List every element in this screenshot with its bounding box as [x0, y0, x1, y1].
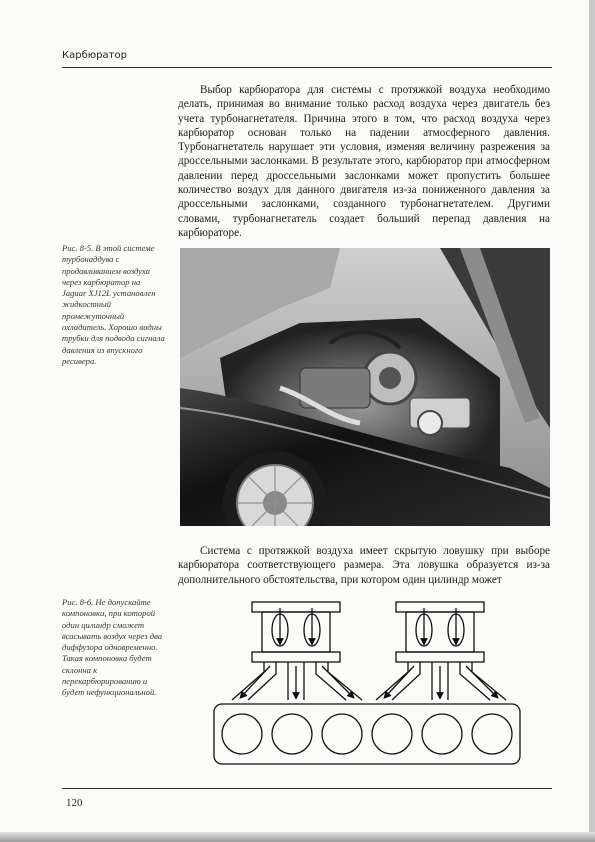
figure-8-6-caption: Рис. 8-6. Не допускайте компоновки, при которой один цилиндр сможет всасывать воздух через два диффузора одновременно. Такая компоновка будет склонна к перекарбюрированию и будет нефункциональной.	[62, 597, 163, 698]
footer-rule	[62, 788, 552, 789]
body-paragraph-2: Система с протяжкой воздуха имеет скрытую ловушку при выборе карбюратора соответствующего размера. Эта ловушка образуется из-за дополнительного обстоятельства, при котором один цилиндр может	[178, 545, 550, 586]
figure-8-5-caption: Рис. 8-5. В этой системе турбонаддува с продавливанием воздуха через карбюратор на Jaguar XJ12L установлен жидкостный промежуточный охладитель. Хорошо видны трубки для подвода сигнала давления из впускного ресивера.	[62, 243, 165, 366]
scan-shadow-bottom	[0, 832, 595, 842]
cylinder-block	[214, 704, 520, 764]
header-rule	[62, 67, 552, 68]
figure-8-6-manifold-diagram	[212, 600, 524, 768]
right-carburettor	[376, 602, 506, 700]
figure-8-5-engine-photo	[180, 248, 550, 526]
left-carburettor	[232, 602, 362, 700]
cylinders	[222, 714, 512, 754]
page-number: 120	[66, 797, 83, 809]
body-paragraph-1: Выбор карбюратора для системы с протяжкой воздуха необходимо делать, принимая во внимание только расход воздуха через двигатель без учета турбонагнетателя. Причина этого в том, что расход воздуха через карбюратор основан только на падении атмосферного давления. Турбонагнетатель нарушает эти условия, изменяя величину разрежения за дроссельными заслонками. В результате этого, карбюратор при атмосферном давлении перед дроссельными заслонками может пропустить большее количество воздух для данного двигателя из-за пониженного давления за дроссельными заслонками, созданного турбонагнетателем. Другими словами, турбонагнетатель создает больший перепад давления на карбюраторе.	[178, 84, 550, 239]
running-head: Карбюратор	[62, 50, 127, 61]
scan-shadow-right	[589, 0, 595, 842]
